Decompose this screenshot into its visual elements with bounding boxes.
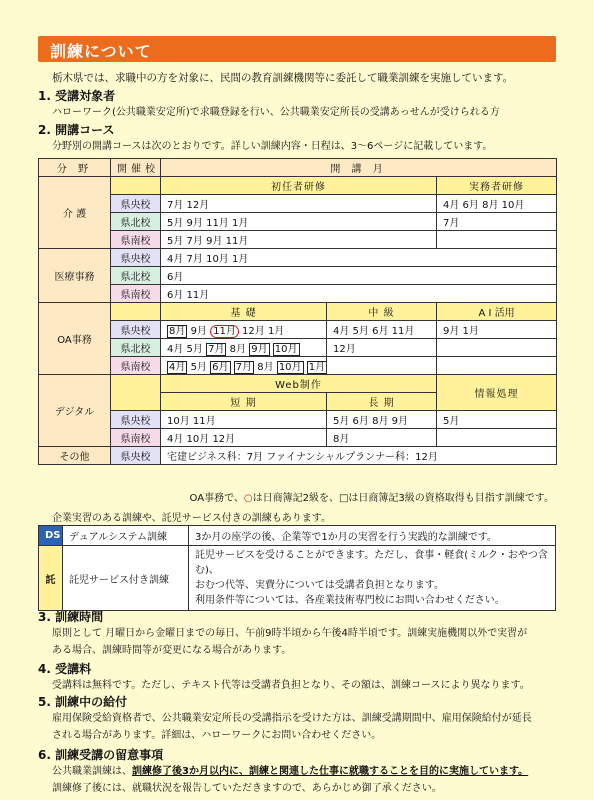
section-4-heading: 4. 受講料: [38, 662, 92, 676]
table-row: [39, 546, 556, 611]
intro-text: 栃木県では、求職中の方を対象に、民間の教育訓練機関等に委託して職業訓練を実施しています。: [52, 72, 514, 84]
section-1-text: ハローワーク(公共職業安定所)で求職登録を行い、公共職業安定所長の受講あっせんが受けられる方: [52, 107, 500, 118]
section-3-heading: 3. 訓練時間: [38, 610, 104, 624]
month: 5月: [190, 362, 207, 373]
enterprise-note: 企業実習のある訓練や、託児サービス付きの訓練もあります。: [52, 513, 331, 524]
boxed-month: 1月: [308, 362, 326, 373]
oa-central-basic: [161, 321, 327, 339]
table-row: [39, 249, 557, 267]
kaigo-practitioner-header: 実務者研修: [437, 177, 557, 195]
kaigo-central-practitioner: 4月 6月 8月 10月: [437, 195, 557, 213]
oa-north-basic: [161, 339, 327, 357]
section-3-line: ある場合、訓練時間等が変更になる場合があります。: [52, 645, 292, 656]
table-row: [39, 231, 557, 249]
field-oa: OA事務: [39, 303, 111, 375]
other-central: 宅建ビジネス科：7月 ファイナンシャルプランナー科：12月: [161, 447, 557, 465]
oa-central-ai: 9月 1月: [437, 321, 557, 339]
course-table: [38, 158, 557, 465]
table-row: [39, 285, 557, 303]
field-digital: デジタル: [39, 375, 111, 447]
table-row: [39, 375, 557, 393]
boxed-month: 9月: [251, 344, 268, 355]
childcare-desc: [189, 546, 556, 611]
kaigo-central-beginner: 7月 12月: [161, 195, 437, 213]
digital-central-info: 5月: [437, 411, 557, 429]
table-row: [39, 526, 556, 546]
table-row: [39, 429, 557, 447]
school-north: 県北校: [111, 339, 161, 357]
school-central: 県央校: [111, 249, 161, 267]
section-5-text: [52, 710, 562, 744]
school-central: 県央校: [111, 411, 161, 429]
ds-name: デュアルシステム訓練: [63, 526, 189, 546]
oa-note-pre: OA事務で、: [189, 493, 244, 504]
oa-basic-header: 基 礎: [161, 303, 327, 321]
table-row: [39, 321, 557, 339]
childcare-badge: 託: [39, 546, 63, 611]
header-school: 開催校: [111, 159, 161, 177]
month: 8月: [229, 344, 247, 355]
school-central: 県央校: [111, 321, 161, 339]
section-4-text: 受講料は無料です。ただし、テキスト代等は受講者負担となり、その額は、訓練コースにより異なります。: [52, 680, 530, 691]
header-months: 開 講 月: [161, 159, 557, 177]
section-3-line: 原則として 月曜日から金曜日までの毎日、午前9時半頃から午後4時半頃です。訓練実施機関以外で実習が: [52, 628, 528, 639]
section-6-text: [52, 763, 562, 797]
oa-note-rest: は日商簿記2級を、□は日商簿記3級の資格取得も目指す訓練です。: [252, 493, 554, 504]
red-circle-icon: ○: [243, 493, 253, 504]
table-row: [39, 159, 557, 177]
table-row: [39, 303, 557, 321]
digital-south-long: 8月: [327, 429, 437, 447]
school-south: 県南校: [111, 231, 161, 249]
oa-note: [190, 489, 554, 504]
digital-long-header: 長 期: [327, 393, 437, 411]
page-title: 訓練について: [50, 42, 152, 61]
section-2-heading: 2. 開講コース: [38, 123, 115, 137]
kaigo-beginner-header: 初任者研修: [161, 177, 437, 195]
school-central: 県央校: [111, 447, 161, 465]
title-bar: [38, 36, 556, 62]
table-row: [39, 357, 557, 375]
digital-central-short: 10月 11月: [161, 411, 327, 429]
month: 8月: [257, 362, 274, 373]
ds-desc: 3か月の座学の後、企業等で1か月の実習を行う実践的な訓練です。: [189, 526, 556, 546]
field-other: その他: [39, 447, 111, 465]
digital-short-header: 短 期: [161, 393, 327, 411]
iryo-north: 6月: [161, 267, 557, 285]
field-kaigo: 介 護: [39, 177, 111, 249]
kaigo-south-beginner: 5月 7月 9月 11月: [161, 231, 437, 249]
table-row: [39, 339, 557, 357]
section-5-line: 雇用保険受給資格者で、公共職業安定所長の受講指示を受けた方は、訓練受講期間中、雇用保険給付が延長: [52, 713, 532, 724]
kaigo-north-practitioner: 7月: [437, 213, 557, 231]
boxed-month: 8月: [169, 326, 186, 337]
kaigo-north-beginner: 5月 9月 11月 1月: [161, 213, 437, 231]
digital-south-short: 4月 10月 12月: [161, 429, 327, 447]
school-north: 県北校: [111, 213, 161, 231]
school-north: 県北校: [111, 267, 161, 285]
digital-info-header: 情報処理: [437, 375, 557, 411]
section-6-line: 訓練修了後には、就職状況を報告していただきますので、あらかじめ御了承ください。: [52, 783, 442, 794]
iryo-south: 6月 11月: [161, 285, 557, 303]
oa-mid-header: 中 級: [327, 303, 437, 321]
childcare-desc-line: 利用条件等については、各産業技術専門校にお問い合わせください。: [195, 595, 505, 606]
section-3-text: [52, 625, 562, 659]
section-6-pre: 公共職業訓練は、: [52, 766, 132, 777]
boxed-month: 7月: [235, 362, 253, 373]
table-row: [39, 267, 557, 285]
school-south: 県南校: [111, 357, 161, 375]
childcare-desc-line: 託児サービスを受けることができます。ただし、食事・軽食(ミルク・おやつ含む)、: [195, 550, 548, 576]
school-central: 県央校: [111, 195, 161, 213]
section-5-heading: 5. 訓練中の給付: [38, 695, 128, 709]
digital-web-header: Web制作: [161, 375, 437, 393]
digital-central-long: 5月 6月 8月 9月: [327, 411, 437, 429]
special-course-table: [38, 525, 556, 611]
header-field: 分 野: [39, 159, 111, 177]
oa-ai-header: A I 活用: [437, 303, 557, 321]
section-6-heading: 6. 訓練受講の留意事項: [38, 748, 164, 762]
section-6-line: [52, 763, 562, 780]
oa-north-mid: 12月: [327, 339, 437, 357]
boxed-month: 4月: [169, 362, 186, 373]
section-1-heading: 1. 受講対象者: [38, 89, 116, 103]
oa-south-basic: [161, 357, 327, 375]
boxed-month: 10月: [278, 362, 302, 373]
field-iryo: 医療事務: [39, 249, 111, 303]
school-south: 県南校: [111, 285, 161, 303]
table-row: [39, 213, 557, 231]
table-row: [39, 447, 557, 465]
boxed-month: 6月: [212, 362, 229, 373]
month: 9月: [190, 326, 207, 337]
childcare-name: 託児サービス付き訓練: [63, 546, 189, 611]
boxed-month: 10月: [274, 344, 298, 355]
school-south: 県南校: [111, 429, 161, 447]
childcare-desc-line: おむつ代等、実費分については受講者負担となります。: [195, 580, 444, 591]
table-row: [39, 177, 557, 195]
section-6-emphasis: 訓練修了後3か月以内に、訓練と関連した仕事に就職することを目的に実施しています。: [132, 766, 529, 777]
table-row: [39, 195, 557, 213]
section-2-text: 分野別の開講コースは次のとおりです。詳しい訓練内容・日程は、3～6ページに記載しています。: [52, 141, 493, 152]
section-5-line: される場合があります。詳細は、ハローワークにお問い合わせください。: [52, 730, 382, 741]
month: 4月 5月: [167, 344, 203, 355]
circled-month: 11月: [210, 325, 239, 338]
oa-central-mid: 4月 5月 6月 11月: [327, 321, 437, 339]
iryo-central: 4月 7月 10月 1月: [161, 249, 557, 267]
boxed-month: 7月: [208, 344, 225, 355]
month: 12月 1月: [242, 326, 285, 337]
table-row: [39, 411, 557, 429]
ds-badge: DS: [39, 526, 63, 546]
